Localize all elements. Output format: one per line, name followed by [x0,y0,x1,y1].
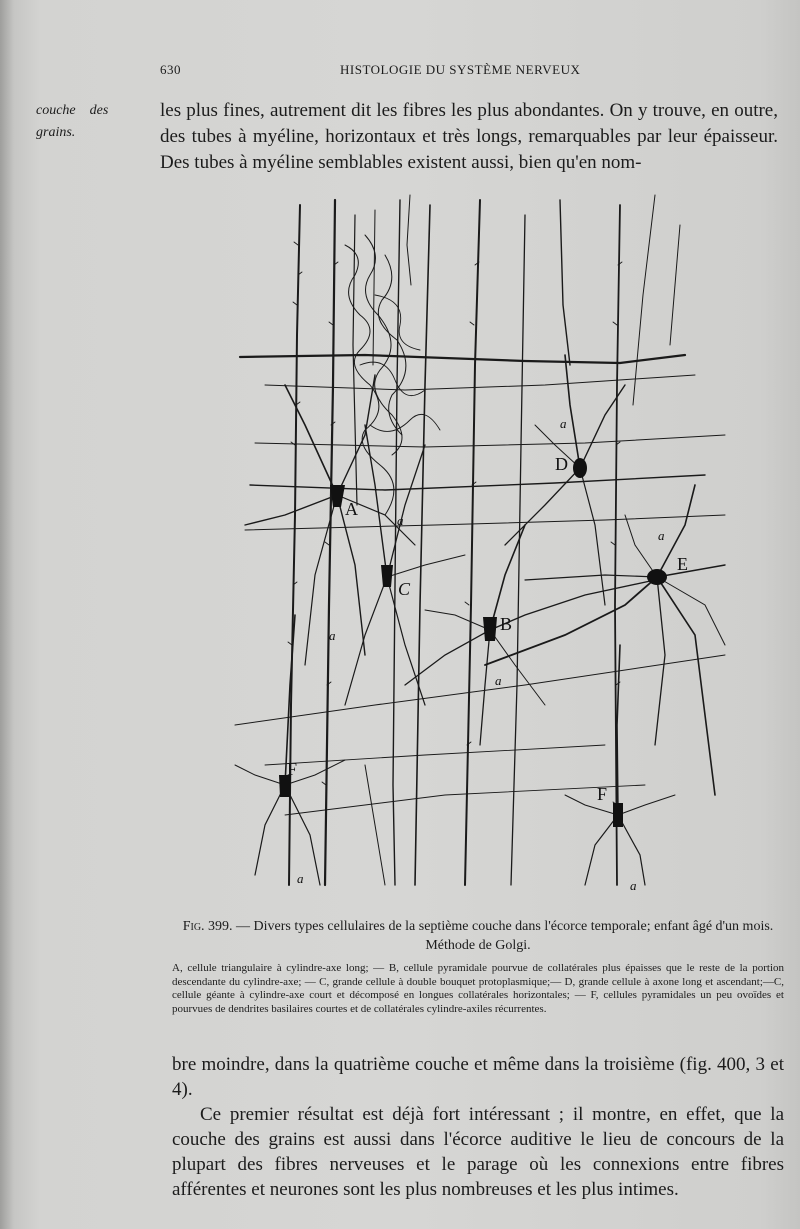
figure-caption-title [168,917,788,955]
intro-paragraph: les plus fines, autrement dit les fibres les plus abondantes. On y trouve, en outre, des tubes à myéline, horizontaux et très longs, remarquables par leur épaisseur. Des tubes à myéline semblables existent aussi, bien qu'en nom- [160,100,778,173]
label-a: a [397,513,404,528]
figure-legend: A, cellule triangulaire à cylindre-axe long; — B, cellule pyramidale pourvue de collatérales plus épaisses que le reste de la portion descendante du cylindre-axe; — C, grande cellule à double bouquet protoplasmique;— D, grande cellule à axone long et ascendant;—C, cellule géante à cylindre-axe court et décomposé en longues collatérales horizontales; — F, cellules pyramidales un peu ovoïdes et pourvues de dendrites basilaires courtes et de collatérales cylindre-axiles récurrentes. [172,962,784,1015]
margin-note-word: grains. [36,125,76,140]
golgi-figure [225,185,745,905]
label-B: B [500,614,513,634]
label-a: a [630,878,637,893]
figure-title: — Divers types cellulaires de la septième couche dans l'écorce temporale; enfant âgé d'un mois. Méthode de Golgi. [236,919,774,953]
figure-number: Fig. 399. [182,919,233,934]
neuron-drawing [225,185,745,905]
margin-note [36,100,136,144]
label-F-left: F [287,759,298,779]
body-paragraph: bre moindre, dans la quatrième couche et même dans la troisième (fig. 400, 3 et 4). [172,1054,784,1100]
label-C: C [398,579,411,599]
margin-note-word: couche [36,103,76,118]
label-E: E [677,554,688,574]
page-number: 630 [160,62,181,77]
running-title: HISTOLOGIE DU SYSTÈME NERVEUX [340,62,581,77]
label-D: D [555,454,568,474]
label-a: a [297,871,304,886]
label-F-right: F [597,784,608,804]
body-text [172,1052,784,1202]
label-a: a [495,673,502,688]
label-a: a [560,416,567,431]
body-paragraph: Ce premier résultat est déjà fort intéressant ; il montre, en effet, que la couche des grains est aussi dans l'écorce auditive le lieu de concours de la plupart des fibres nerveuses et le parage où les connexions entre fibres afférentes et neurones sont les plus nombreuses et les plus intimes. [172,1104,784,1200]
label-A: A [345,499,358,519]
margin-note-word: des [89,103,109,118]
label-a: a [329,628,336,643]
label-a: a [658,528,665,543]
